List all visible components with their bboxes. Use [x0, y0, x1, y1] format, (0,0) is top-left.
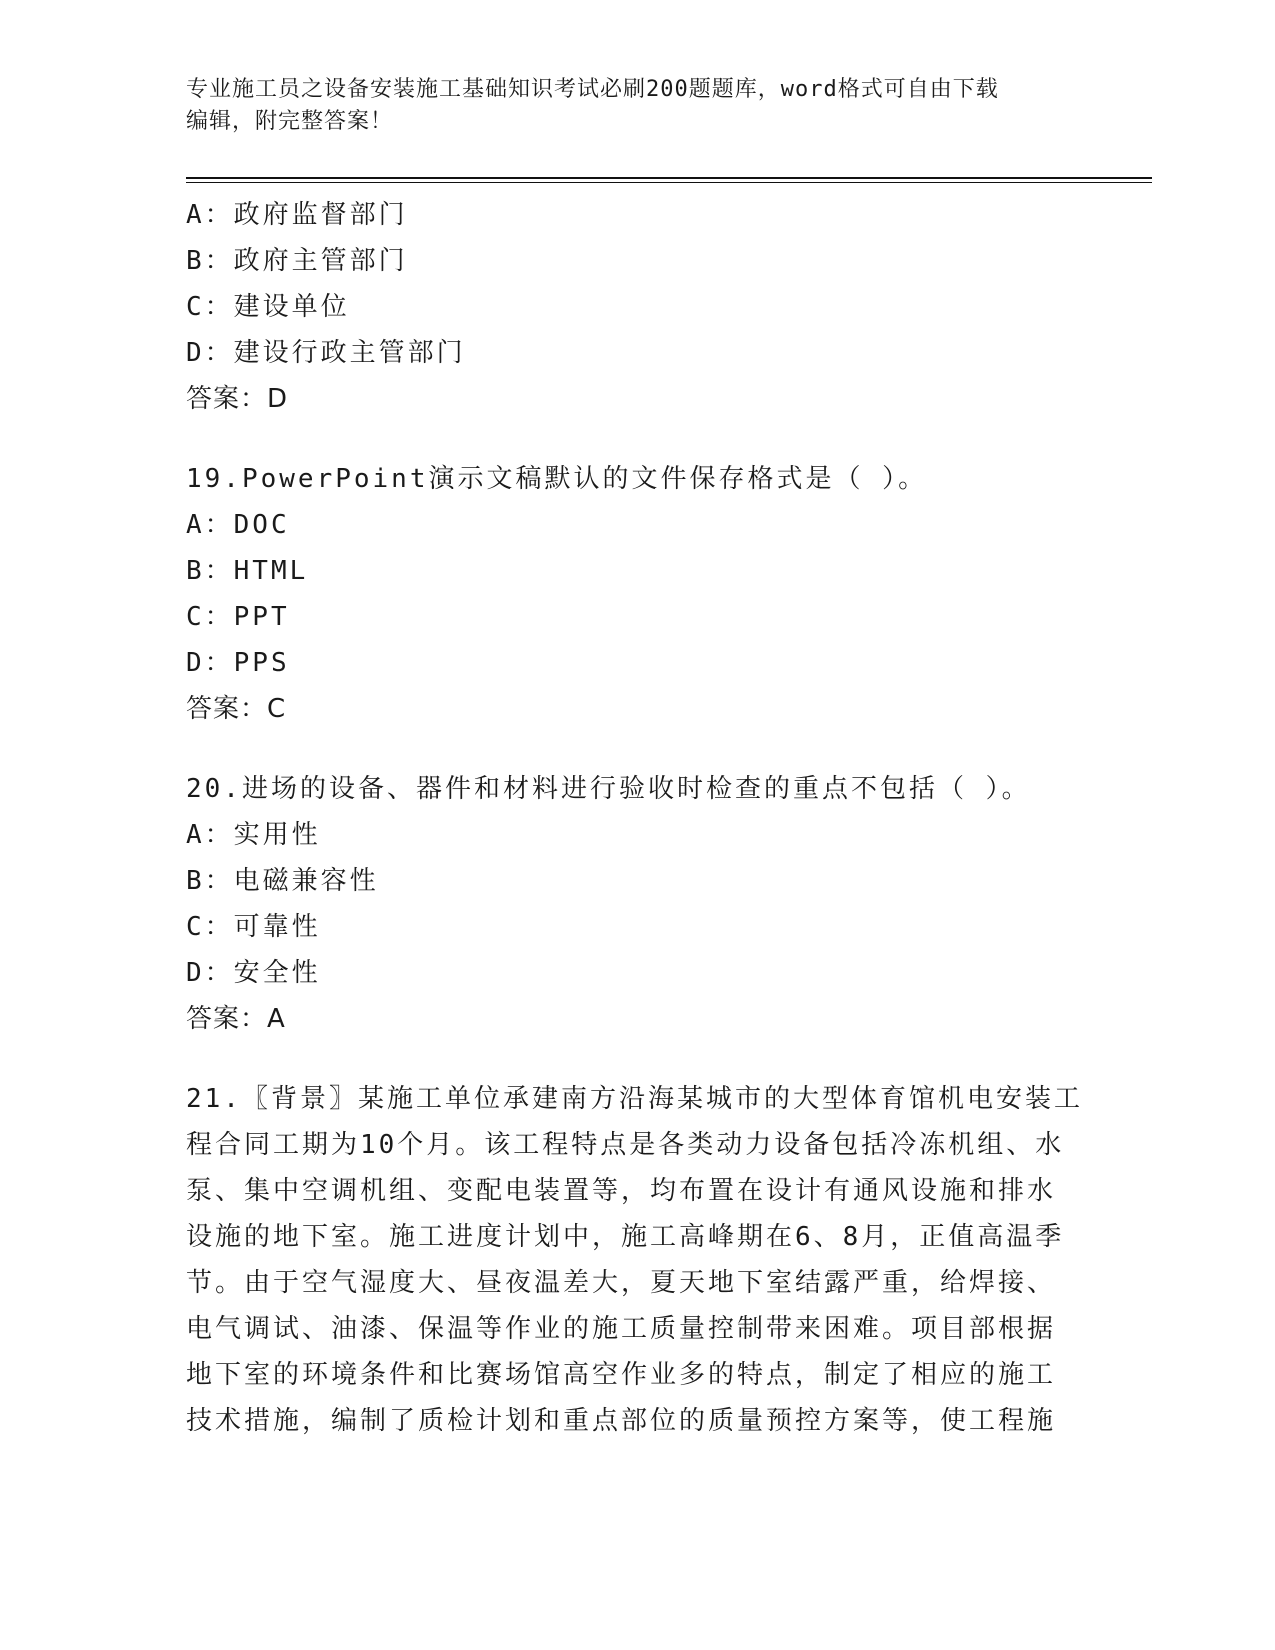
option-b: B：电磁兼容性: [186, 866, 379, 896]
paragraph-line: 节。由于空气湿度大、昼夜温差大，夏天地下室结露严重，给焊接、: [186, 1268, 1057, 1298]
header-rule-thick: [186, 177, 1152, 179]
option-a: A：政府监督部门: [186, 200, 408, 230]
option-c: C：建设单位: [186, 292, 350, 322]
paragraph-line: 21.〖背景〗某施工单位承建南方沿海某城市的大型体育馆机电安装工: [186, 1084, 1083, 1114]
option-d: D：建设行政主管部门: [186, 338, 466, 368]
header-rule-thin: [186, 182, 1152, 183]
option-c: C：可靠性: [186, 912, 321, 942]
paragraph-line: 电气调试、油漆、保温等作业的施工质量控制带来困难。项目部根据: [186, 1314, 1057, 1344]
option-c: C：PPT: [186, 602, 290, 632]
question-20: [186, 766, 1086, 1042]
paragraph-line: 技术措施，编制了质检计划和重点部位的质量预控方案等，使工程施: [186, 1406, 1057, 1436]
paragraph-line: 设施的地下室。施工进度计划中，施工高峰期在6、8月，正值高温季: [186, 1222, 1065, 1252]
question-stem: 19.PowerPoint演示文稿默认的文件保存格式是（ ）。: [186, 464, 928, 494]
paragraph-line: 地下室的环境条件和比赛场馆高空作业多的特点，制定了相应的施工: [186, 1360, 1057, 1390]
paragraph-line: 泵、集中空调机组、变配电装置等，均布置在设计有通风设施和排水: [186, 1176, 1057, 1206]
question-18-continued: [186, 192, 1086, 422]
paragraph-line: 程合同工期为10个月。该工程特点是各类动力设备包括冷冻机组、水: [186, 1130, 1065, 1160]
header-line-1: 专业施工员之设备安装施工基础知识考试必刷200题题库，word格式可自由下载: [186, 77, 999, 102]
option-a: A：DOC: [186, 510, 290, 540]
option-b: B：HTML: [186, 556, 309, 586]
document-header: [186, 74, 1066, 138]
question-21: [186, 1076, 1086, 1444]
answer-line: 答案：C: [186, 694, 287, 724]
option-d: D：PPS: [186, 648, 290, 678]
answer-line: 答案：D: [186, 384, 289, 414]
option-a: A：实用性: [186, 820, 321, 850]
header-line-2: 编辑，附完整答案！: [186, 109, 394, 134]
option-d: D：安全性: [186, 958, 321, 988]
option-b: B：政府主管部门: [186, 246, 408, 276]
answer-line: 答案：A: [186, 1004, 286, 1034]
question-stem: 20.进场的设备、器件和材料进行验收时检查的重点不包括（ ）。: [186, 774, 1031, 804]
question-19: [186, 456, 1086, 732]
question-content: [186, 192, 1086, 1444]
